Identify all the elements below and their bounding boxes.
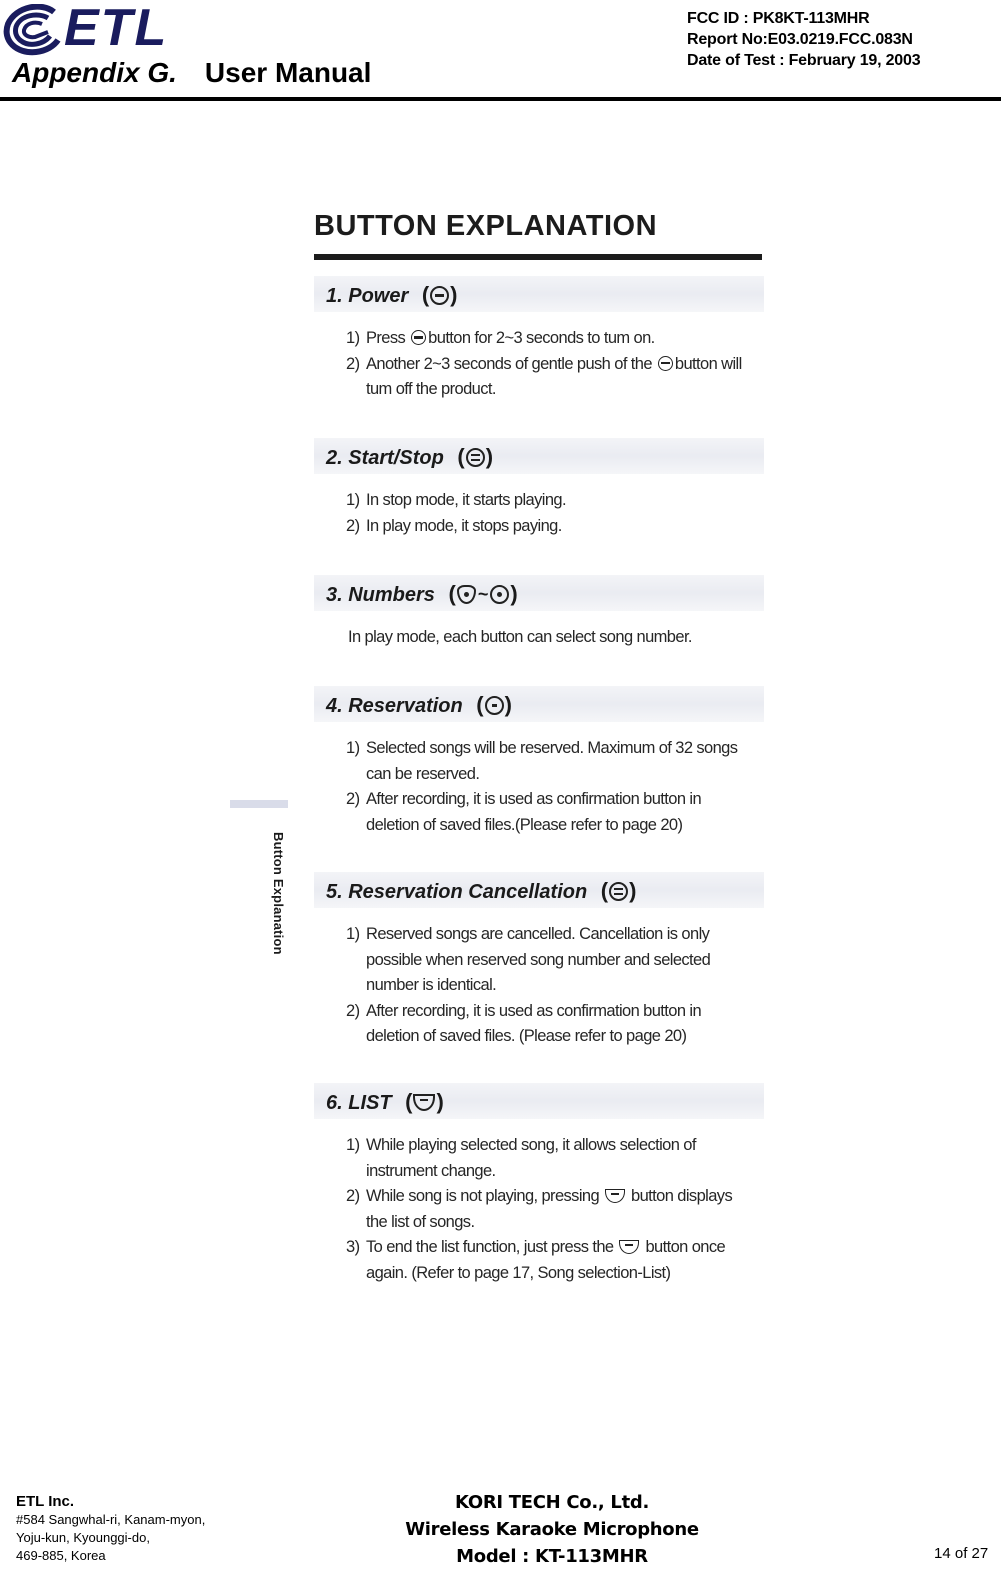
manual-page-scan — [300, 200, 820, 1310]
list-item: 2) After recording, it is used as confirmation button in deletion of saved files. (Please refer to page 20) — [346, 1001, 702, 1045]
document-heading — [12, 57, 371, 89]
side-tab — [228, 800, 288, 990]
address-line: Yoju-kun, Kyounggi-do, — [16, 1530, 150, 1545]
start-stop-button-icon — [466, 448, 485, 467]
section-header: 1. Power ( ) — [314, 276, 764, 312]
list-button-icon — [605, 1189, 625, 1203]
item-list — [314, 326, 764, 403]
number-button-first-icon — [457, 585, 476, 604]
section-heading: 2. Start/Stop — [326, 447, 444, 469]
list-item: 1) In stop mode, it starts playing. — [346, 491, 566, 509]
item-list — [314, 1133, 756, 1286]
report-number: Report No:E03.0219.FCC.083N — [687, 31, 913, 48]
page-title: BUTTON EXPLANATION — [314, 210, 658, 242]
section-heading: 5. Reservation Cancellation — [326, 881, 588, 903]
item-list — [314, 625, 764, 651]
list-item: In play mode, each button can select song number. — [348, 628, 692, 646]
lab-address — [16, 1492, 205, 1565]
section-header: 2. Start/Stop ( ) — [314, 438, 764, 474]
list-item: 2) Another 2~3 seconds of gentle push of the button will tum off the product. — [346, 354, 742, 398]
list-button-icon — [413, 1094, 435, 1111]
title-divider — [314, 254, 762, 260]
page-number: 14 of 27 — [934, 1545, 989, 1562]
section-heading: 6. LIST — [326, 1092, 392, 1114]
section-reservation — [314, 686, 764, 838]
etl-swirl-icon — [2, 4, 64, 56]
list-item: 1) Selected songs will be reserved. Maximum of 32 songs can be reserved. — [346, 739, 738, 783]
fcc-id: FCC ID : PK8KT-113MHR — [687, 10, 870, 27]
report-info — [687, 8, 920, 71]
list-item: 2) After recording, it is used as confirmation button in deletion of saved files.(Please refer to page 20) — [346, 790, 702, 834]
power-button-icon — [430, 286, 449, 305]
header-divider — [0, 97, 1001, 101]
reservation-button-icon — [485, 696, 504, 715]
section-header: 5. Reservation Cancellation ( ) — [314, 872, 764, 908]
item-list — [314, 488, 764, 539]
etl-logo — [2, 0, 172, 57]
product-info — [370, 1489, 734, 1570]
lab-name: ETL Inc. — [16, 1493, 75, 1510]
section-list — [314, 1083, 764, 1286]
section-heading: 1. Power — [326, 285, 409, 307]
model-number: Model : KT-113MHR — [456, 1546, 648, 1567]
power-button-icon — [658, 356, 673, 371]
product-name: Wireless Karaoke Microphone — [405, 1519, 699, 1540]
list-item: 2) While song is not playing, pressing button displays the list of songs. — [346, 1187, 733, 1231]
logo-text: ETL — [64, 0, 169, 57]
section-header: 4. Reservation ( ) — [314, 686, 764, 722]
list-item: 2) In play mode, it stops paying. — [346, 516, 562, 535]
section-numbers — [314, 575, 764, 651]
list-item: 3) To end the list function, just press the button once again. (Refer to page 17, Song selection-List) — [346, 1238, 726, 1282]
list-item: 1) Press button for 2~3 seconds to tum on. — [346, 329, 655, 347]
reservation-cancel-button-icon — [609, 882, 628, 901]
list-button-icon — [619, 1240, 639, 1254]
address-line: #584 Sangwhal-ri, Kanam-myon, — [16, 1512, 206, 1527]
section-header: 3. Numbers ( ~ ) — [314, 575, 764, 611]
power-button-icon — [411, 330, 426, 345]
section-reservation-cancellation — [314, 872, 764, 1050]
item-list — [314, 922, 750, 1050]
appendix-label: Appendix G. — [12, 57, 177, 88]
item-list — [314, 736, 746, 838]
section-heading: 4. Reservation — [326, 695, 463, 717]
side-tab-marker — [230, 800, 288, 808]
section-header: 6. LIST ( ) — [314, 1083, 764, 1119]
number-button-last-icon — [490, 585, 509, 604]
list-item: 1) Reserved songs are cancelled. Cancellation is only possible when reserved song number and selected number is identical. — [346, 925, 711, 994]
test-date: Date of Test : February 19, 2003 — [687, 52, 921, 69]
client-name: KORI TECH Co., Ltd. — [455, 1492, 649, 1513]
list-item: 1) While playing selected song, it allows selection of instrument change. — [346, 1136, 696, 1180]
section-start-stop — [314, 438, 764, 539]
section-label: User Manual — [204, 57, 372, 88]
side-tab-label: Button Explanation — [271, 832, 286, 955]
address-line: 469-885, Korea — [16, 1548, 106, 1563]
section-heading: 3. Numbers — [326, 584, 435, 606]
section-power — [314, 276, 764, 403]
